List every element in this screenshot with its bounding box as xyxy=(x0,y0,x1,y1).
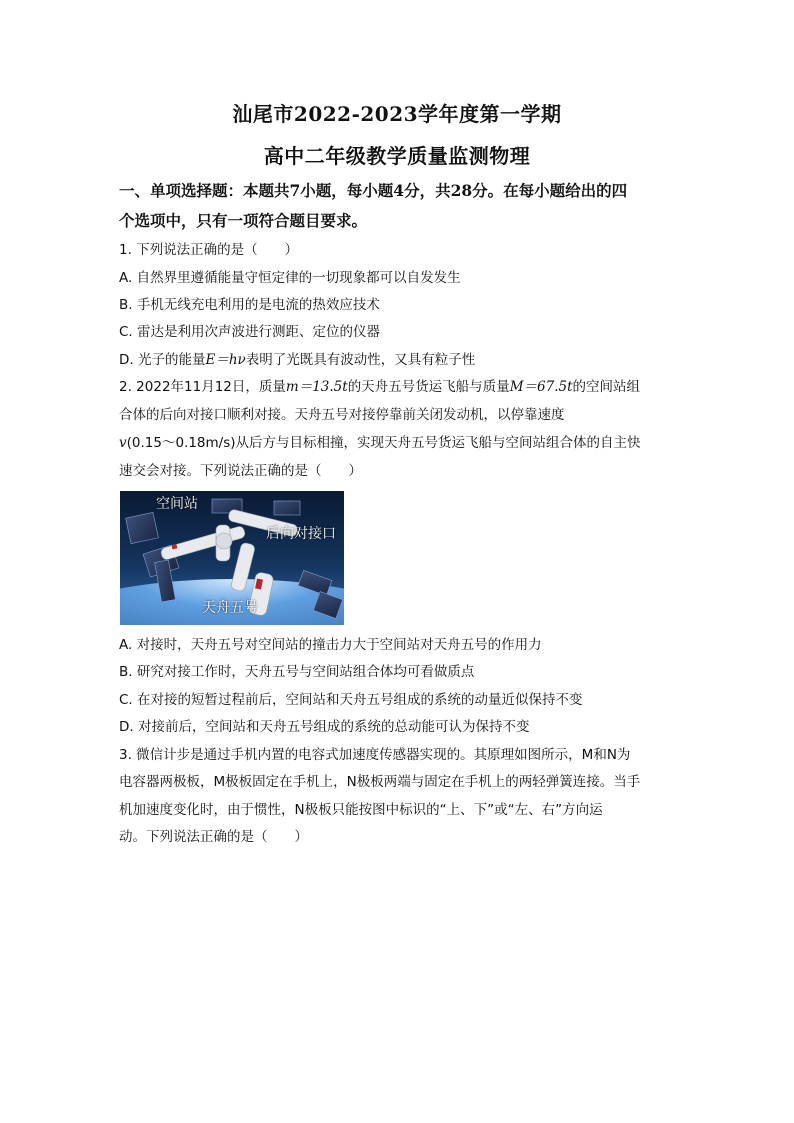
q1-option-b: B. 手机无线充电利用的是电流的热效应技术 xyxy=(119,297,380,313)
q3-stem-line3: 机加速度变化时，由于惯性，N极板只能按图中标识的“上、下”或“左、右”方向运 xyxy=(119,802,603,818)
exam-title-line2: 高中二年级教学质量监测物理 xyxy=(263,144,531,168)
q2-stem-line1: 2. 2022年11月12日，质量m＝13.5t的天舟五号货运飞船与质量M＝67.5t的空间站组 xyxy=(119,379,640,395)
space-station-photo xyxy=(120,491,344,625)
q2-option-d: D. 对接前后，空间站和天舟五号组成的系统的总动能可认为保持不变 xyxy=(119,719,530,735)
photon-energy-formula: E＝hν xyxy=(205,352,246,368)
q3-stem-line4: 动。下列说法正确的是（ ） xyxy=(119,829,308,845)
q3-stem-line2: 电容器两极板，M极板固定在手机上，N极板两端与固定在手机上的两轻弹簧连接。当手 xyxy=(119,774,641,790)
section-heading-line2: 个选项中，只有一项符合题目要求。 xyxy=(119,211,368,230)
photo-label-tianzhou: 天舟五号 xyxy=(202,600,258,616)
photo-label-station: 空间站 xyxy=(156,496,198,512)
q2-option-a: A. 对接时，天舟五号对空间站的撞击力大于空间站对天舟五号的作用力 xyxy=(119,637,542,653)
q1-stem: 1. 下列说法正确的是（ ） xyxy=(119,242,299,258)
q2-option-c: C. 在对接的短暂过程前后，空间站和天舟五号组成的系统的动量近似保持不变 xyxy=(119,692,583,708)
q1-option-d: D. 光子的能量E＝hν表明了光既具有波动性，又具有粒子性 xyxy=(119,352,476,368)
section-heading-line1: 一、单项选择题：本题共7小题，每小题4分，共28分。在每小题给出的四 xyxy=(119,181,628,200)
q2-stem-line4: 速交会对接。下列说法正确的是（ ） xyxy=(119,463,362,479)
q1-option-c: C. 雷达是利用次声波进行测距、定位的仪器 xyxy=(119,324,381,340)
q3-stem-line1: 3. 微信计步是通过手机内置的电容式加速度传感器实现的。其原理如图所示，M和N为 xyxy=(119,747,631,763)
photo-label-rear-port: 后向对接口 xyxy=(266,526,336,542)
q2-option-b: B. 研究对接工作时，天舟五号与空间站组合体均可看做质点 xyxy=(119,664,475,680)
q1-option-a: A. 自然界里遵循能量守恒定律的一切现象都可以自发发生 xyxy=(119,270,461,286)
q2-stem-line2: 合体的后向对接口顺利对接。天舟五号对接停靠前关闭发动机，以停靠速度 xyxy=(119,407,565,423)
exam-title-line1: 汕尾市2022-2023学年度第一学期 xyxy=(232,102,562,126)
q2-stem-line3: v(0.15～0.18m/s)从后方与目标相撞，实现天舟五号货运飞船与空间站组合体的自主快 xyxy=(119,435,641,451)
